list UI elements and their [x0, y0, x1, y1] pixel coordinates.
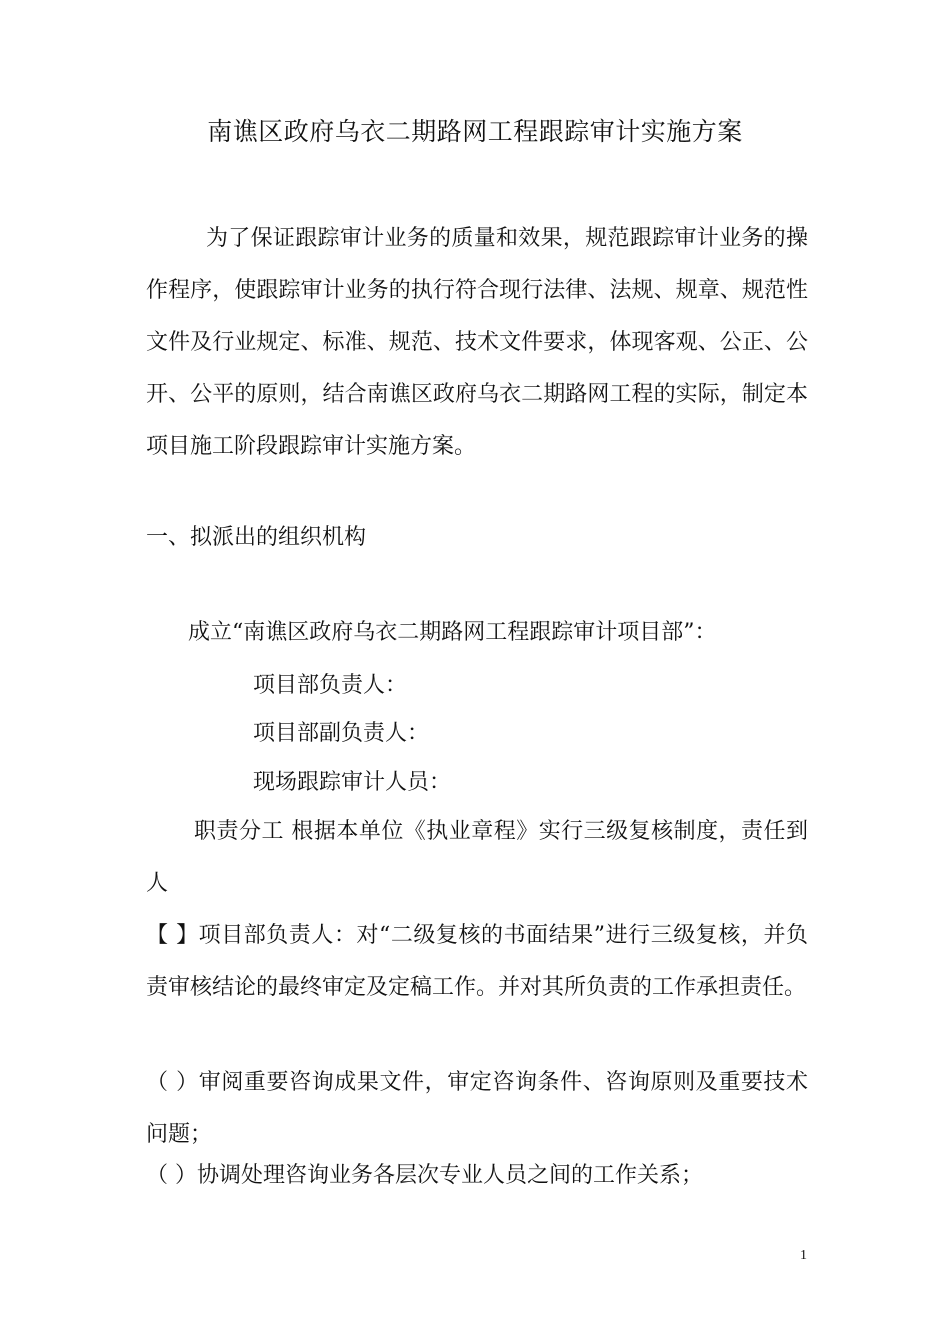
- role-deputy-lead: 项目部副负责人：: [253, 721, 430, 746]
- intro-paragraph: 为了保证跟踪审计业务的质量和效果，规范跟踪审计业务的操作程序，使跟踪审计业务的执行符合现行法律、法规、规章、规范性文件及行业规定、标准、规范、技术文件要求，体现客观、公正、公开、公平的原则，结合南谯区政府乌衣二期路网工程的实际，制定本项目施工阶段跟踪审计实施方案。: [146, 226, 808, 459]
- list-item: （ ）审阅重要咨询成果文件，审定咨询条件、咨询原则及重要技术问题；: [146, 1070, 808, 1147]
- list-item: （ ）协调处理咨询业务各层次专业人员之间的工作关系；: [146, 1163, 703, 1188]
- project-setup-line: 成立“南谯区政府乌衣二期路网工程跟踪审计项目部”：: [188, 620, 717, 645]
- role-site-auditors: 现场跟踪审计人员：: [253, 770, 452, 795]
- role-project-lead: 项目部负责人：: [253, 673, 408, 698]
- page-number: 1: [800, 1248, 807, 1263]
- section-heading: 一、拟派出的组织机构: [146, 525, 367, 550]
- lead-responsibility-paragraph: 【 】项目部负责人：对“二级复核的书面结果”进行三级复核，并负责审核结论的最终审定及定稿工作。并对其所负责的工作承担责任。: [146, 923, 808, 1000]
- duty-paragraph: 职责分工 根据本单位《执业章程》实行三级复核制度，责任到人: [146, 819, 808, 896]
- document-title: 南谯区政府乌衣二期路网工程跟踪审计实施方案: [207, 117, 743, 146]
